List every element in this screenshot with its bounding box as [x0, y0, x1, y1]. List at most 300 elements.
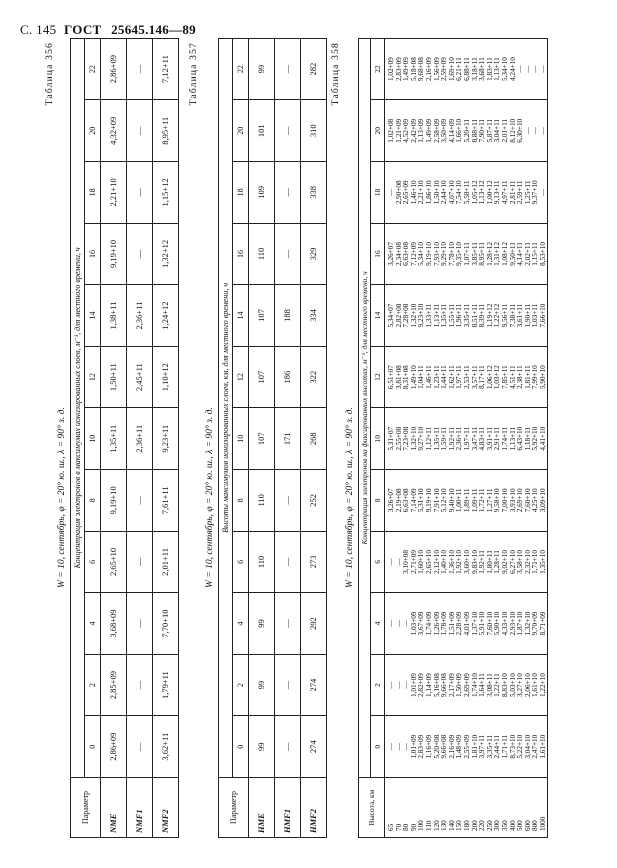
height-value: 70: [396, 778, 404, 838]
table-cell: 1,13+12: [479, 162, 487, 224]
table-cell: 1,13+11: [434, 285, 442, 347]
table-cell: 6,21+11: [456, 38, 464, 100]
hour-header: 18: [371, 162, 385, 224]
hour-header: 12: [233, 346, 249, 408]
height-value: 110: [426, 778, 434, 838]
table-cell: 3,18+11: [472, 38, 480, 100]
table-cell: 2,47+10: [532, 716, 540, 778]
table-cell: 1,59+11: [441, 408, 449, 470]
hour-header: 16: [371, 223, 385, 285]
table-cell: —: [275, 100, 301, 162]
table-cell: 1,51+09: [449, 593, 457, 655]
table-cell: 4,14+09: [449, 100, 457, 162]
table-cell: —: [385, 531, 396, 593]
table-cell: 3,47+11: [472, 408, 480, 470]
table-cell: 1,16+09: [426, 716, 434, 778]
table-cell: 3,26+07: [385, 223, 396, 285]
table-cell: 1,61+10: [540, 716, 548, 778]
table-cell: 9,35+10: [456, 223, 464, 285]
table-cell: 2,36+11: [127, 285, 153, 347]
table-cell: 2,86+09: [101, 38, 127, 100]
table-cell: 3,26+07: [385, 470, 396, 532]
table-cell: —: [396, 531, 404, 593]
table-cell: 1,32+10: [525, 593, 533, 655]
table-cell: 1,19+12: [487, 285, 495, 347]
table-cell: 5,34+07: [385, 285, 396, 347]
table-cell: 1,49+10: [411, 346, 419, 408]
table-cell: 1,01+09: [411, 716, 419, 778]
table-cell: 107: [249, 285, 275, 347]
hour-header: 14: [85, 285, 101, 347]
table-cell: 7,90+11: [479, 100, 487, 162]
table-cell: —: [275, 470, 301, 532]
table-cell: 2,19+08: [396, 470, 404, 532]
table-cell: 8,12+10: [510, 100, 518, 162]
table-cell: 4,52+09: [403, 100, 411, 162]
table-cell: 1,78+09: [441, 593, 449, 655]
table-cell: 7,85+11: [502, 346, 510, 408]
table-cell: 273: [301, 531, 327, 593]
table-cell: 2,38+11: [517, 346, 525, 408]
table-cell: 9,70+09: [532, 593, 540, 655]
table-cell: 1,44+11: [441, 346, 449, 408]
table-cell: 8,95+11: [153, 100, 179, 162]
table-cell: 2,44+11: [494, 716, 502, 778]
table-cell: 7,12+09: [411, 223, 419, 285]
table-cell: 6,63+08: [403, 223, 411, 285]
table-cell: 1,25+11: [525, 162, 533, 224]
table-cell: 8,83+10: [502, 654, 510, 716]
table-cell: 8,51+11: [472, 285, 480, 347]
table-cell: 99: [249, 716, 275, 778]
page-number: С. 145: [20, 22, 57, 37]
height-header: Высота, км: [359, 778, 385, 838]
table-cell: 3,58+10: [517, 531, 525, 593]
table-row: [301, 38, 327, 837]
table-cell: 9,58+10: [494, 470, 502, 532]
table-358: [358, 38, 548, 838]
hour-header: 18: [233, 162, 249, 224]
table-cell: 1,40+10: [441, 531, 449, 593]
table-cell: 1,81+11: [525, 346, 533, 408]
height-value: 200: [472, 778, 480, 838]
table-356-number: Таблица 356: [45, 42, 55, 106]
table-cell: 3,62+11: [153, 716, 179, 778]
table-cell: 3,04+11: [494, 100, 502, 162]
table-356-title: W = 10, сентябрь, φ = 20° ю. ш., λ = 90° з. д.: [57, 407, 67, 588]
table-cell: 1,13+11: [510, 408, 518, 470]
table-cell: 5,22+10: [517, 716, 525, 778]
table-cell: 268: [301, 408, 327, 470]
table-row: [249, 38, 275, 837]
table-cell: 3,97+11: [479, 716, 487, 778]
table-cell: —: [403, 593, 411, 655]
table-cell: 1,92+11: [479, 531, 487, 593]
table-cell: 1,61+10: [532, 654, 540, 716]
table-357-number: Таблица 357: [189, 42, 199, 106]
table-cell: 1,96+11: [456, 285, 464, 347]
table-cell: 2,59+11: [517, 162, 525, 224]
table-cell: 5,16+08: [434, 654, 442, 716]
table-cell: 5,20+11: [464, 100, 472, 162]
hour-header: 10: [233, 408, 249, 470]
table-cell: 9,50+11: [510, 223, 518, 285]
table-cell: 1,72+11: [479, 470, 487, 532]
height-value: 130: [441, 778, 449, 838]
table-cell: 8,88+11: [472, 100, 480, 162]
standard-number: 25645.146—89: [111, 22, 196, 37]
table-cell: 2,02+11: [525, 223, 533, 285]
height-value: 400: [510, 778, 518, 838]
table-cell: 1,00+12: [487, 162, 495, 224]
table-cell: 6,88+11: [464, 38, 472, 100]
table-cell: 2,16+09: [426, 38, 434, 100]
table-cell: 3,81+08: [396, 346, 404, 408]
table-cell: 338: [301, 162, 327, 224]
hour-header: 12: [371, 346, 385, 408]
hour-header: 2: [85, 654, 101, 716]
table-cell: 2,34+08: [396, 223, 404, 285]
table-cell: 7,23+08: [403, 408, 411, 470]
table-cell: 4,41+10: [540, 408, 548, 470]
table-cell: 4,25+10: [532, 470, 540, 532]
table-cell: 9,02+10: [502, 531, 510, 593]
table-cell: 5,92+10: [532, 408, 540, 470]
table-cell: 1,02+08: [385, 100, 396, 162]
table-cell: 1,97+11: [464, 408, 472, 470]
table-row: [275, 38, 301, 837]
table-cell: 9,27+10: [418, 408, 426, 470]
table-cell: 1,13+09: [418, 100, 426, 162]
table-cell: —: [127, 593, 153, 655]
table-cell: 3,68+11: [479, 38, 487, 100]
table-cell: 4,24+10: [510, 38, 518, 100]
table-cell: 2,65+09: [403, 162, 411, 224]
table-cell: —: [385, 654, 396, 716]
table-cell: 2,91+11: [494, 408, 502, 470]
height-value: 180: [464, 778, 472, 838]
table-cell: 4,01+09: [464, 593, 472, 655]
table-cell: 2,55+09: [464, 716, 472, 778]
height-value: 140: [449, 778, 457, 838]
table-cell: —: [275, 223, 301, 285]
table-cell: 2,83+09: [418, 716, 426, 778]
table-cell: 2,55+08: [396, 408, 404, 470]
table-cell: 7,70+10: [153, 593, 179, 655]
table-cell: 99: [249, 654, 275, 716]
table-cell: 7,78+10: [449, 223, 457, 285]
table-cell: 5,90+10: [494, 593, 502, 655]
table-cell: 1,81+10: [472, 716, 480, 778]
table-cell: 1,50+10: [434, 162, 442, 224]
table-cell: 8,95+11: [479, 223, 487, 285]
table-cell: 5,34+10: [418, 223, 426, 285]
table-cell: 2,12+10: [434, 531, 442, 593]
table-cell: 1,49+09: [426, 100, 434, 162]
table-cell: 1,90+11: [525, 285, 533, 347]
table-cell: —: [127, 38, 153, 100]
height-value: 1000: [540, 778, 548, 838]
table-cell: —: [127, 162, 153, 224]
table-cell: 9,68+08: [418, 38, 426, 100]
rotated-tables: [40, 38, 605, 838]
param-header: Параметр: [71, 778, 101, 838]
table-cell: 3,09+10: [540, 470, 548, 532]
table-cell: 274: [301, 654, 327, 716]
table-cell: 7,00+10: [502, 470, 510, 532]
table-cell: 109: [249, 162, 275, 224]
table-cell: 1,69+10: [449, 38, 457, 100]
table-cell: —: [517, 38, 525, 100]
hour-header: 20: [85, 100, 101, 162]
table-356-heading: Концентрация электронов в максимумах ионизированных слоев, м⁻³, для местного времени, ч: [71, 38, 85, 777]
table-cell: 1,38+11: [101, 285, 127, 347]
table-cell: —: [127, 470, 153, 532]
hour-header: 6: [85, 531, 101, 593]
table-cell: 2,44+10: [441, 162, 449, 224]
standard-label: ГОСТ: [64, 22, 102, 37]
table-cell: 1,15+12: [153, 162, 179, 224]
table-cell: 3,10+08: [403, 531, 411, 593]
table-cell: 4,51+11: [510, 346, 518, 408]
table-cell: —: [396, 716, 404, 778]
table-cell: 186: [275, 346, 301, 408]
page-header: [20, 22, 196, 38]
table-cell: 5,90+10: [540, 346, 548, 408]
param-name: NME: [101, 778, 127, 838]
table-cell: —: [275, 38, 301, 100]
hour-header: 8: [85, 470, 101, 532]
table-cell: —: [385, 593, 396, 655]
table-cell: 1,01+09: [411, 654, 419, 716]
hour-header: 8: [371, 470, 385, 532]
table-cell: 1,13+11: [494, 38, 502, 100]
table-cell: 1,71+11: [502, 716, 510, 778]
table-cell: 6,30+10: [517, 100, 525, 162]
table-cell: 5,03+10: [510, 654, 518, 716]
table-cell: 4,83+11: [479, 408, 487, 470]
table-cell: 110: [249, 531, 275, 593]
hour-header: 22: [371, 38, 385, 100]
hour-header: 22: [85, 38, 101, 100]
table-cell: 1,28+11: [494, 531, 502, 593]
table-cell: 3,27+10: [517, 654, 525, 716]
table-cell: 2,69+09: [464, 654, 472, 716]
table-cell: 7,54+10: [456, 162, 464, 224]
table-cell: 1,18+11: [525, 408, 533, 470]
table-cell: 101: [249, 100, 275, 162]
height-value: 350: [502, 778, 510, 838]
table-cell: 1,07+11: [464, 223, 472, 285]
table-cell: 1,32+10: [411, 408, 419, 470]
table-cell: 3,61+11: [517, 285, 525, 347]
table-cell: 2,90+08: [396, 162, 404, 224]
table-cell: 2,59+09: [441, 38, 449, 100]
table-row: [540, 38, 548, 837]
table-cell: —: [525, 100, 533, 162]
hour-header: 12: [85, 346, 101, 408]
table-cell: 1,31+12: [494, 223, 502, 285]
table-356: [70, 38, 179, 838]
table-cell: 3,35+11: [464, 285, 472, 347]
table-cell: 1,03+09: [411, 593, 419, 655]
hour-header: 20: [371, 100, 385, 162]
table-cell: 5,20+08: [434, 716, 442, 778]
table-cell: 6,43+10: [517, 408, 525, 470]
hour-header: 10: [85, 408, 101, 470]
table-cell: 1,04+11: [418, 346, 426, 408]
table-cell: 2,81+11: [510, 162, 518, 224]
table-cell: 282: [301, 38, 327, 100]
table-cell: 2,45+11: [127, 346, 153, 408]
table-cell: 1,97+11: [456, 346, 464, 408]
table-cell: —: [532, 100, 540, 162]
height-value: 250: [487, 778, 495, 838]
table-cell: —: [275, 654, 301, 716]
table-cell: 9,13+11: [494, 162, 502, 224]
table-cell: 110: [249, 470, 275, 532]
height-value: 600: [525, 778, 533, 838]
table-cell: 9,83+10: [472, 531, 480, 593]
table-358-heading: Концентрация электронов на фиксированных высотах, м⁻³, для местного времени, ч: [359, 38, 371, 777]
hour-header: 4: [371, 593, 385, 655]
table-cell: 2,58+09: [434, 100, 442, 162]
table-cell: 292: [301, 593, 327, 655]
table-cell: 4,32+09: [101, 100, 127, 162]
hour-header: 20: [233, 100, 249, 162]
table-row: [127, 38, 153, 837]
table-cell: 252: [301, 470, 327, 532]
table-cell: 2,82+09: [418, 654, 426, 716]
table-cell: 110: [249, 223, 275, 285]
table-cell: —: [275, 716, 301, 778]
table-cell: 2,82+08: [396, 285, 404, 347]
hour-header: 0: [233, 716, 249, 778]
table-cell: 1,89+11: [464, 470, 472, 532]
table-cell: 1,37+10: [472, 593, 480, 655]
table-cell: 6,27+10: [510, 531, 518, 593]
table-cell: 107: [249, 346, 275, 408]
table-cell: 2,21+10: [101, 162, 127, 224]
table-cell: —: [127, 531, 153, 593]
param-name: NMF2: [153, 778, 179, 838]
table-cell: 1,46+10: [411, 162, 419, 224]
table-cell: 1,55+11: [449, 285, 457, 347]
table-cell: 7,60+10: [525, 470, 533, 532]
table-cell: 2,86+09: [101, 716, 127, 778]
table-cell: 2,16+09: [449, 716, 457, 778]
table-cell: 1,74+10: [472, 654, 480, 716]
table-cell: 1,33+11: [426, 285, 434, 347]
table-cell: 1,35+11: [101, 408, 127, 470]
table-cell: 9,66+08: [441, 654, 449, 716]
table-cell: 9,29+10: [441, 223, 449, 285]
table-cell: —: [396, 654, 404, 716]
table-cell: 1,35+11: [441, 285, 449, 347]
table-cell: 2,65+10: [426, 531, 434, 593]
table-cell: 2,21+10: [418, 162, 426, 224]
table-cell: 99: [249, 38, 275, 100]
table-cell: 1,03+11: [532, 285, 540, 347]
table-cell: 6,51+07: [385, 346, 396, 408]
table-cell: 7,61+11: [153, 470, 179, 532]
table-cell: 2,53+11: [464, 346, 472, 408]
table-cell: 1,87+10: [517, 593, 525, 655]
table-cell: —: [403, 654, 411, 716]
table-cell: 1,35+10: [540, 531, 548, 593]
table-cell: 5,91+10: [479, 593, 487, 655]
table-cell: 4,33+10: [502, 593, 510, 655]
table-cell: 9,19+10: [426, 223, 434, 285]
table-cell: 8,17+11: [479, 346, 487, 408]
table-cell: 6,63+08: [403, 470, 411, 532]
table-cell: 1,74+11: [502, 408, 510, 470]
table-cell: 1,22+11: [494, 654, 502, 716]
table-cell: 1,79+11: [153, 654, 179, 716]
hour-header: 6: [371, 531, 385, 593]
height-value: 500: [517, 778, 525, 838]
table-cell: 2,69+10: [517, 470, 525, 532]
table-357-heading: Высоты максимумов ионизированных слоев, км, для местного времени, ч: [219, 38, 233, 777]
table-cell: 2,65+10: [101, 531, 127, 593]
height-value: 120: [434, 778, 442, 838]
table-cell: —: [275, 162, 301, 224]
param-name: HMF1: [275, 778, 301, 838]
table-cell: 1,14+09: [426, 654, 434, 716]
table-cell: 8,73+10: [510, 716, 518, 778]
table-cell: 1,83+11: [487, 38, 495, 100]
table-cell: 1,48+09: [456, 716, 464, 778]
hour-header: 18: [85, 162, 101, 224]
hour-header: 2: [371, 654, 385, 716]
table-cell: 3,35+11: [487, 716, 495, 778]
table-cell: 1,92+10: [456, 531, 464, 593]
table-cell: 7,60+10: [487, 593, 495, 655]
table-cell: 1,00+11: [456, 470, 464, 532]
hour-header: 6: [233, 531, 249, 593]
hour-header: 0: [85, 716, 101, 778]
table-cell: 1,22+10: [540, 654, 548, 716]
table-cell: 2,28+09: [456, 593, 464, 655]
table-357: [218, 38, 327, 838]
table-cell: 2,93+10: [510, 593, 518, 655]
table-cell: 9,66+08: [441, 716, 449, 778]
table-cell: 3,57+11: [472, 346, 480, 408]
table-cell: 2,85+09: [101, 654, 127, 716]
table-cell: 1,35+11: [434, 408, 442, 470]
table-cell: 1,32+12: [153, 223, 179, 285]
table-cell: —: [532, 38, 540, 100]
height-value: 150: [456, 778, 464, 838]
height-value: 100: [418, 778, 426, 838]
table-cell: 5,34+10: [502, 38, 510, 100]
table-358-title: W = 10, сентябрь, φ = 20° ю. ш., λ = 90° з. д.: [345, 407, 355, 588]
table-cell: 1,05+12: [472, 162, 480, 224]
hour-header: 22: [233, 38, 249, 100]
table-cell: 1,74+09: [426, 593, 434, 655]
table-cell: 2,01+11: [502, 100, 510, 162]
hour-header: 10: [371, 408, 385, 470]
hour-header: 2: [233, 654, 249, 716]
table-cell: 1,12+11: [426, 408, 434, 470]
table-cell: 1,50+11: [101, 346, 127, 408]
table-cell: 1,56+09: [434, 38, 442, 100]
table-cell: 1,64+11: [479, 654, 487, 716]
height-value: 90: [411, 778, 419, 838]
table-cell: 7,66+10: [540, 285, 548, 347]
table-cell: 1,26+09: [434, 593, 442, 655]
table-cell: 171: [275, 408, 301, 470]
